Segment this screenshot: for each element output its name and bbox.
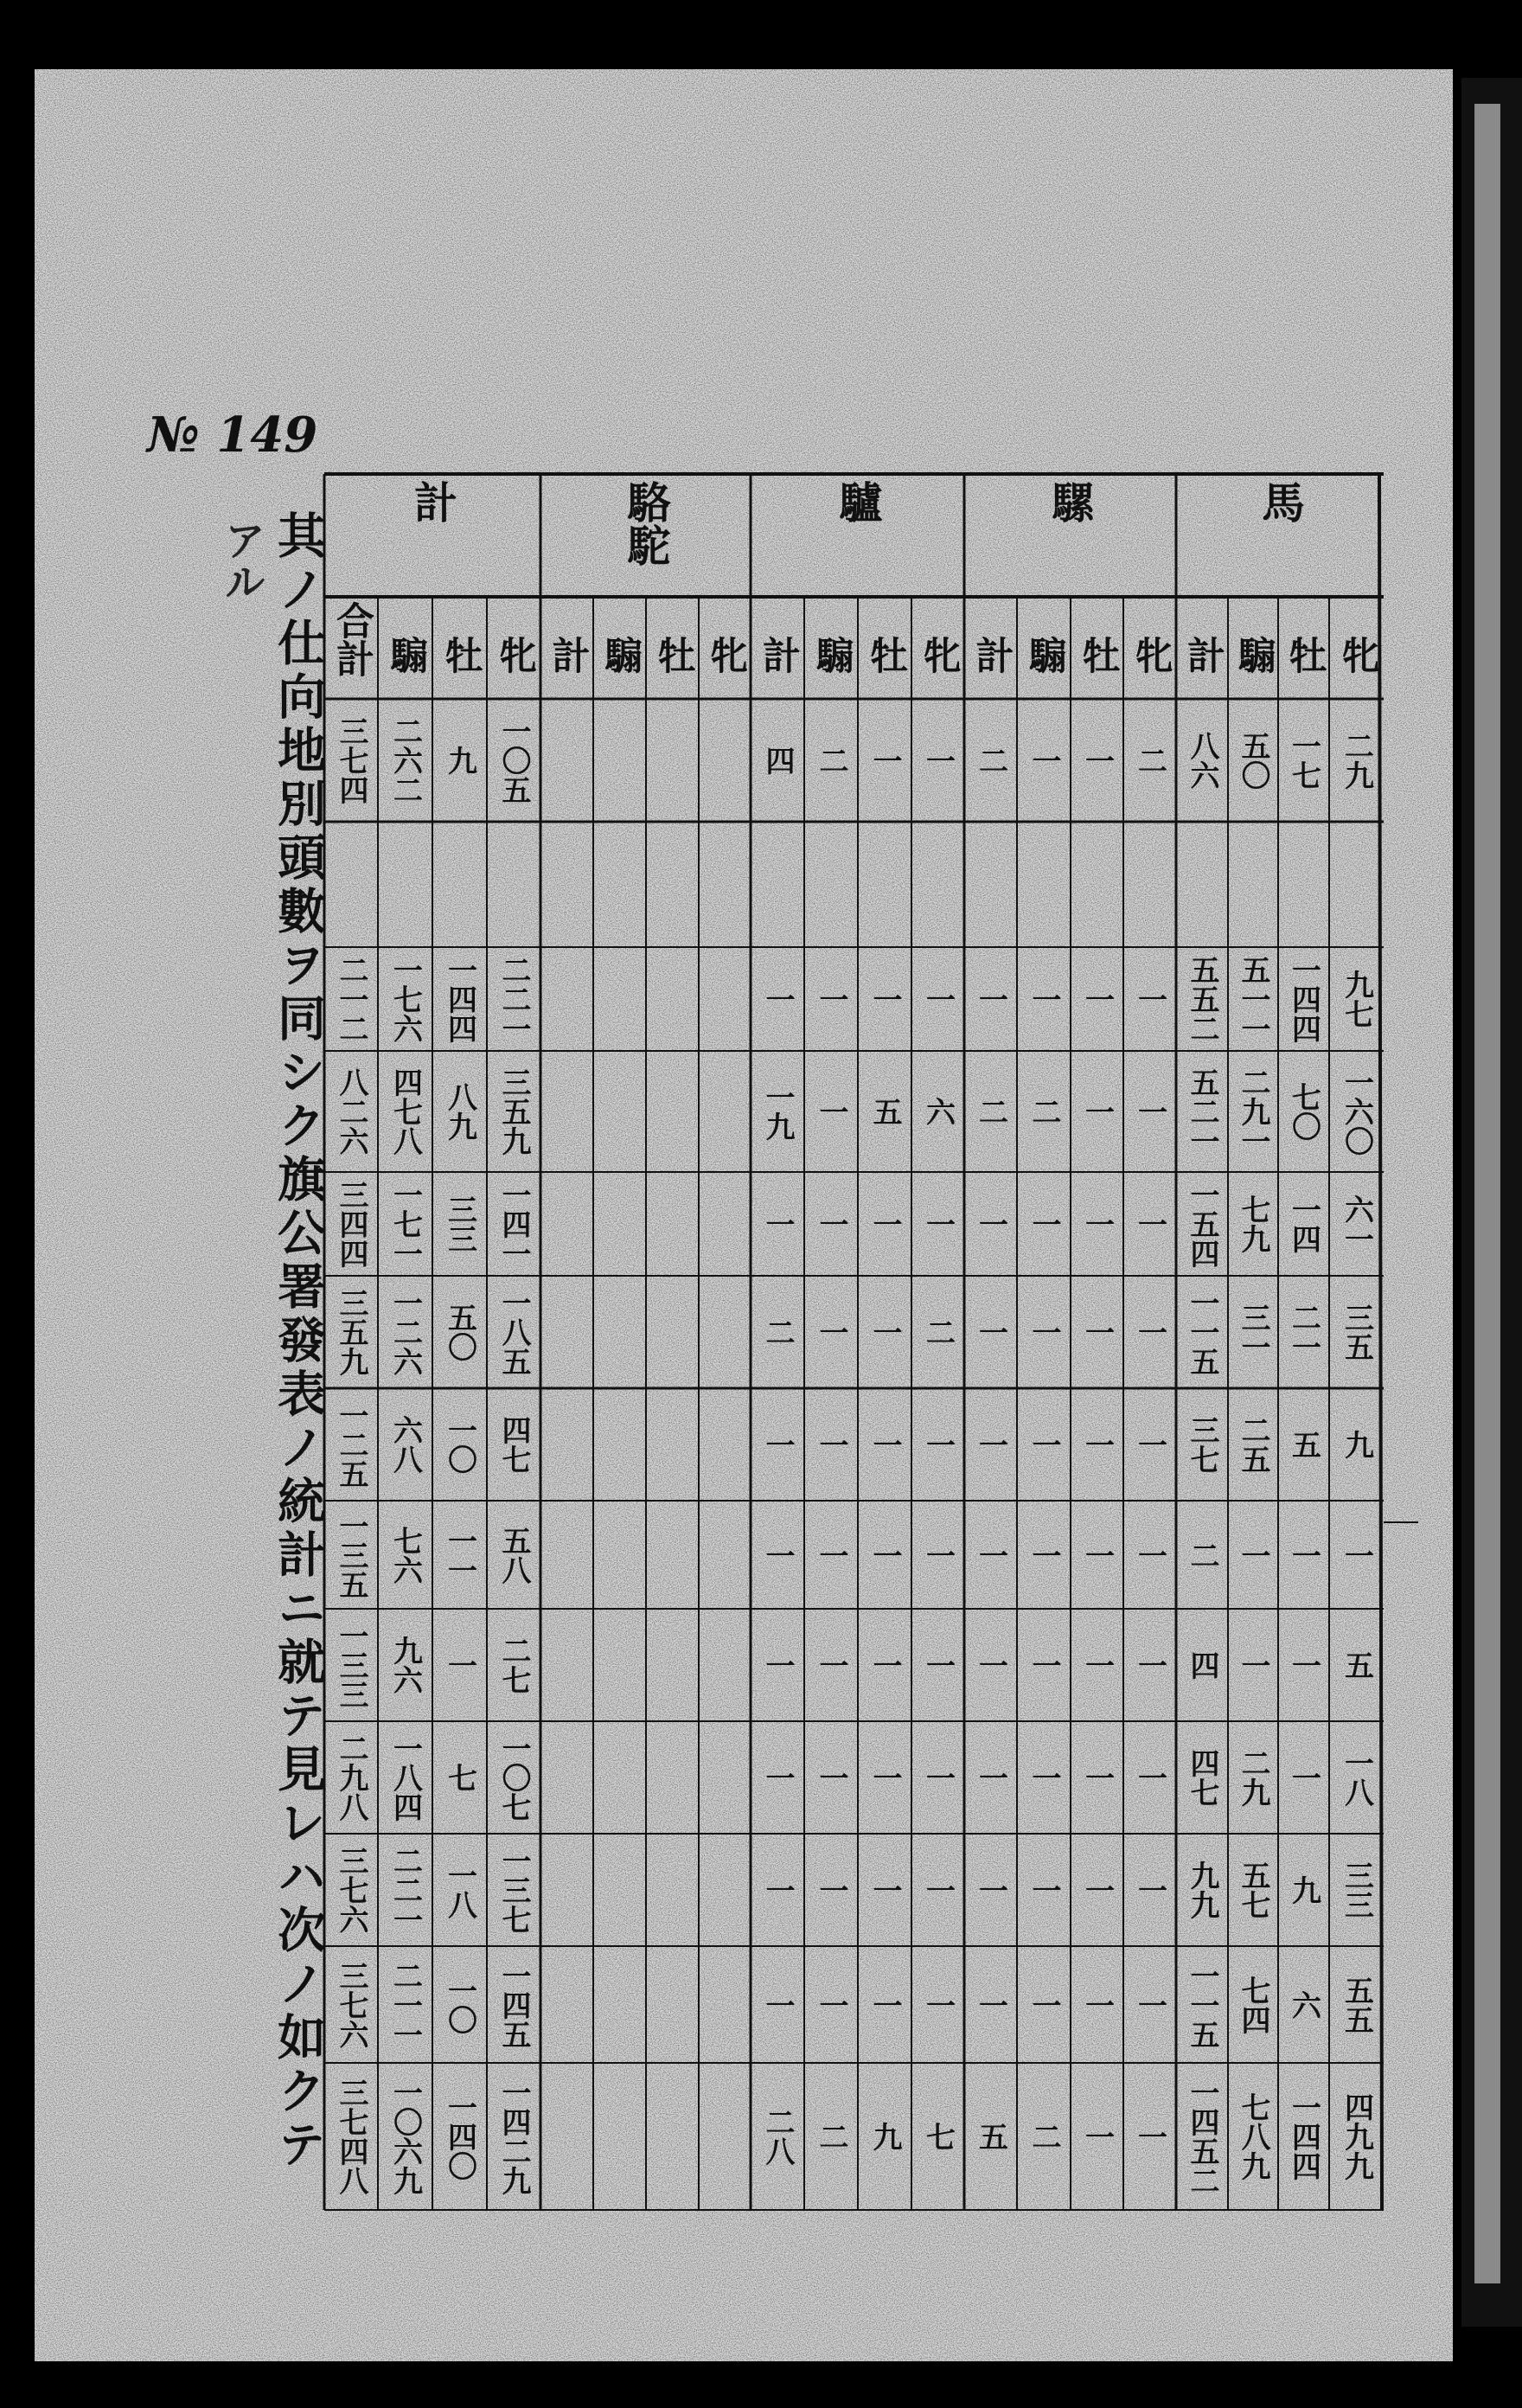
table-cell: 三四四 xyxy=(334,1180,368,1268)
table-cell: 一〇五 xyxy=(496,716,531,804)
table-cell: 七 xyxy=(442,1763,477,1792)
table-cell: 一 xyxy=(1132,984,1167,1014)
table-cell: 九七 xyxy=(1339,970,1374,1028)
table-cell: 二 xyxy=(814,746,848,775)
table-cell: 一 xyxy=(867,1430,902,1459)
table-cell: 五 xyxy=(1339,1650,1374,1680)
table-cell: 一 xyxy=(1026,1209,1061,1239)
table-cell: 一 xyxy=(920,984,956,1014)
sub-header: 騸 xyxy=(598,636,643,674)
table-cell: 一 xyxy=(1132,1097,1167,1126)
table-cell: 一 xyxy=(920,1209,956,1239)
table-cell: 一 xyxy=(1132,1650,1167,1680)
table-cell: 八六 xyxy=(1185,731,1219,790)
sub-header: 合計 xyxy=(329,601,374,677)
table-cell: 一一五 xyxy=(1185,1288,1219,1376)
table-cell: 一 xyxy=(973,1875,1008,1905)
table-cell: 一 xyxy=(920,746,956,775)
table-cell: 二 xyxy=(760,1317,795,1347)
table-cell: 一 xyxy=(1132,1763,1167,1792)
table-cell: 一 xyxy=(1026,1763,1061,1792)
table-cell: 二九 xyxy=(1339,731,1374,790)
table-cell: 一 xyxy=(867,1650,902,1680)
sub-header: 牝 xyxy=(1334,636,1379,674)
table-cell: 一四四 xyxy=(1286,955,1321,1043)
table-cell: 一 xyxy=(1132,1317,1167,1347)
table-cell: 六一 xyxy=(1339,1194,1374,1253)
table-cell: 二一一 xyxy=(387,1960,423,2049)
group-header: 駱駝 xyxy=(620,480,672,567)
table-cell: 三三 xyxy=(1339,1860,1374,1919)
table-cell: 六 xyxy=(1286,1989,1321,2020)
table-cell: 一 xyxy=(1236,1650,1270,1680)
table-cell: 一 xyxy=(1079,746,1115,775)
table-cell: 一〇 xyxy=(442,1975,477,2034)
table-cell: 五 xyxy=(1286,1430,1321,1459)
table-cell: 四七八 xyxy=(387,1067,423,1156)
table-cell: 一 xyxy=(973,1209,1008,1239)
table-cell: 一 xyxy=(814,1875,848,1905)
table-cell: 一 xyxy=(1286,1540,1321,1570)
table-cell: 七九 xyxy=(1236,1194,1270,1253)
sub-header: 牡 xyxy=(1075,636,1120,674)
table-cell: 八九 xyxy=(442,1082,477,1141)
table-cell: 一 xyxy=(867,1209,902,1239)
table-cell: 一四一 xyxy=(496,1180,531,1268)
table-cell: 一 xyxy=(1026,746,1061,775)
table-cell: 四七 xyxy=(496,1415,531,1474)
table-cell: 二一二 xyxy=(334,955,368,1043)
sub-header: 計 xyxy=(756,636,800,674)
table-cell: 一七六 xyxy=(387,955,423,1043)
table-cell: 五五 xyxy=(1339,1975,1374,2034)
table-cell: 一八 xyxy=(442,1860,477,1919)
table-cell: 一 xyxy=(760,1763,795,1792)
table-cell: 一八 xyxy=(1339,1748,1374,1807)
table-cell: 一四二九 xyxy=(496,2078,531,2195)
sub-header: 牝 xyxy=(916,636,961,674)
table-cell: 一 xyxy=(1026,1989,1061,2020)
group-header: 計 xyxy=(407,480,458,523)
table-cell: 二九八 xyxy=(334,1733,368,1822)
table-cell: 一九 xyxy=(760,1082,795,1141)
table-cell: 一三五 xyxy=(334,1510,368,1599)
table-cell: 一 xyxy=(920,1989,956,2020)
table-cell: 二五 xyxy=(1236,1415,1270,1474)
table-cell: 一 xyxy=(1026,1317,1061,1347)
table-cell: 一 xyxy=(973,984,1008,1014)
table-cell: 三七四 xyxy=(334,716,368,804)
table-cell: 一四四 xyxy=(1286,2092,1321,2181)
table-cell: 三五九 xyxy=(334,1288,368,1376)
table-cell: 一 xyxy=(1026,1650,1061,1680)
table-cell: 一 xyxy=(1079,1317,1115,1347)
table-cell: 二二一 xyxy=(496,955,531,1043)
sub-header: 牝 xyxy=(1128,636,1173,674)
table-cell: 四 xyxy=(1185,1650,1219,1680)
table-cell: 一 xyxy=(814,1317,848,1347)
table-cell: 二 xyxy=(1132,746,1167,775)
table-cell: 一三三 xyxy=(334,1621,368,1709)
table-cell: 一一 xyxy=(442,1525,477,1585)
table-cell: 一 xyxy=(1079,984,1115,1014)
table-cell: 一 xyxy=(920,1763,956,1792)
table-cell: 一 xyxy=(973,1763,1008,1792)
table-cell: 五〇 xyxy=(1236,731,1270,790)
table-cell: 九九 xyxy=(1185,1860,1219,1919)
table-cell: 一 xyxy=(920,1430,956,1459)
table-cell: 一 xyxy=(867,984,902,1014)
table-cell: 一 xyxy=(973,1430,1008,1459)
table-cell: 四九九 xyxy=(1339,2092,1374,2181)
table-cell: 一七 xyxy=(1286,731,1321,790)
table-cell: 一 xyxy=(814,1763,848,1792)
side-note: 其ノ仕向地別頭數ヲ同シク旗公署發表ノ統計ニ就テ見レハ次ノ如クテ xyxy=(270,510,327,2173)
table-cell: 三七六 xyxy=(334,1846,368,1934)
table-cell: 七八九 xyxy=(1236,2092,1270,2181)
table-cell: 一 xyxy=(760,1540,795,1570)
table-cell: 一 xyxy=(760,1989,795,2020)
sub-header: 牝 xyxy=(492,636,536,674)
table-cell: 一四四 xyxy=(442,955,477,1043)
table-cell: 一四五二 xyxy=(1185,2078,1219,2195)
table-cell: 一 xyxy=(814,1989,848,2020)
table-cell: 二六二 xyxy=(387,716,423,804)
table-cell: 一 xyxy=(1079,1650,1115,1680)
table-cell: 四 xyxy=(760,746,795,775)
table-cell: 五 xyxy=(973,2122,1008,2151)
table-cell: 三一 xyxy=(1236,1303,1270,1361)
table-cell: 一 xyxy=(760,1875,795,1905)
table-cell: 七四 xyxy=(1236,1975,1270,2034)
table-cell: 三七六 xyxy=(334,1960,368,2049)
table-cell: 一八五 xyxy=(496,1288,531,1376)
table-cell: 一 xyxy=(920,1650,956,1680)
table-cell: 一八四 xyxy=(387,1733,423,1822)
table-cell: 九 xyxy=(442,746,477,775)
table-cell: 一六〇 xyxy=(1339,1067,1374,1156)
table-cell: 一〇七 xyxy=(496,1733,531,1822)
table-cell: 一 xyxy=(973,1989,1008,2020)
table-cell: 一 xyxy=(814,1650,848,1680)
table-cell: 一 xyxy=(1026,1540,1061,1570)
table-cell: 一 xyxy=(1132,1540,1167,1570)
table-cell: 一 xyxy=(814,1097,848,1126)
table-cell: 一 xyxy=(867,1989,902,2020)
table-cell: 五〇 xyxy=(442,1303,477,1361)
table-cell: 二九一 xyxy=(1236,1067,1270,1156)
sub-header: 牝 xyxy=(703,636,747,674)
side-note-continuation: アル xyxy=(217,519,265,602)
sub-header: 計 xyxy=(545,636,590,674)
table-cell: 六八 xyxy=(387,1415,423,1474)
table-cell: 一〇六九 xyxy=(387,2078,423,2195)
table-cell: 一 xyxy=(760,1650,795,1680)
table-cell: 一 xyxy=(1132,1875,1167,1905)
table-cell: 一 xyxy=(1132,2122,1167,2151)
table-cell: 二 xyxy=(973,1097,1008,1126)
table-cell: 六 xyxy=(920,1097,956,1126)
table-cell: 四七 xyxy=(1185,1748,1219,1807)
sub-header: 計 xyxy=(1180,636,1225,674)
group-header: 騾 xyxy=(1045,480,1097,523)
table-cell: 一 xyxy=(973,1317,1008,1347)
table-cell: 一一五 xyxy=(1185,1960,1219,2049)
table-cell: 七六 xyxy=(387,1525,423,1585)
table-cell: 一二六 xyxy=(387,1288,423,1376)
table-cell: 二 xyxy=(920,1317,956,1347)
table-cell: 一 xyxy=(1079,1989,1115,2020)
table-cell: 一 xyxy=(814,984,848,1014)
table-cell: 一 xyxy=(1079,1763,1115,1792)
sub-header: 騸 xyxy=(809,636,854,674)
table-cell: 一三七 xyxy=(496,1846,531,1934)
sub-header: 騸 xyxy=(1231,636,1276,674)
table-cell: 一 xyxy=(1132,1989,1167,2020)
table-cell: 一 xyxy=(1339,1540,1374,1570)
table-cell: 一〇 xyxy=(442,1415,477,1474)
sub-header: 牡 xyxy=(863,636,907,674)
table-cell: 一五四 xyxy=(1185,1180,1219,1268)
table-cell: 九六 xyxy=(387,1636,423,1694)
table-cell: 五 xyxy=(867,1097,902,1126)
table-cell: 三五 xyxy=(1339,1303,1374,1361)
table-cell: 二二一 xyxy=(387,1846,423,1934)
table-cell: 七〇 xyxy=(1286,1082,1321,1141)
table-cell: 一 xyxy=(1132,1430,1167,1459)
table-cell: 一 xyxy=(1236,1540,1270,1570)
table-cell: 一 xyxy=(1079,1875,1115,1905)
table-cell: 二 xyxy=(1026,1097,1061,1126)
table-cell: 一 xyxy=(760,984,795,1014)
table-cell: 五八 xyxy=(496,1525,531,1585)
table-cell: 九 xyxy=(867,2122,902,2151)
table-cell: 一 xyxy=(1132,1209,1167,1239)
table-cell: 一 xyxy=(1026,1875,1061,1905)
table-cell: 五一一 xyxy=(1236,955,1270,1043)
table-cell: 一 xyxy=(760,1430,795,1459)
table-cell: 二 xyxy=(1026,2122,1061,2151)
table-cell: 三五九 xyxy=(496,1067,531,1156)
sub-header: 騸 xyxy=(1022,636,1066,674)
table-cell: 二 xyxy=(973,746,1008,775)
table-cell: 三三 xyxy=(442,1194,477,1253)
table-cell: 一 xyxy=(973,1650,1008,1680)
sub-header: 牡 xyxy=(650,636,695,674)
table-cell: 一 xyxy=(1079,2122,1115,2151)
table-cell: 一四五 xyxy=(496,1960,531,2049)
table-cell: 一 xyxy=(920,1875,956,1905)
table-cell: 二 xyxy=(1185,1540,1219,1570)
table-cell: 二七 xyxy=(496,1636,531,1694)
table-cell: 一二五 xyxy=(334,1400,368,1489)
table-cell: 二八 xyxy=(760,2107,795,2166)
table-cell: 一 xyxy=(814,1209,848,1239)
table-cell: 一 xyxy=(1286,1650,1321,1680)
table-cell: 一 xyxy=(867,1540,902,1570)
table-cell: 一 xyxy=(1079,1540,1115,1570)
table-cell: 九 xyxy=(1339,1430,1374,1459)
table-cell: 一 xyxy=(1026,984,1061,1014)
table-cell: 一 xyxy=(814,1540,848,1570)
page-number: № 149 xyxy=(147,407,318,464)
table-cell: 一 xyxy=(1079,1209,1115,1239)
group-header: 馬 xyxy=(1255,480,1306,523)
sub-header: 騸 xyxy=(383,636,428,674)
table-cell: 五五二 xyxy=(1185,955,1219,1043)
table-cell: 三七 xyxy=(1185,1415,1219,1474)
table-cell: 一 xyxy=(1079,1097,1115,1126)
table-cell: 五七 xyxy=(1236,1860,1270,1919)
sub-header: 牡 xyxy=(438,636,483,674)
table-cell: 九 xyxy=(1286,1875,1321,1905)
table-cell: 五二一 xyxy=(1185,1067,1219,1156)
sub-header: 計 xyxy=(969,636,1014,674)
sub-header: 牡 xyxy=(1282,636,1327,674)
table-cell: 一 xyxy=(920,1540,956,1570)
table-cell: 二一 xyxy=(1286,1303,1321,1361)
table-cell: 一四〇 xyxy=(442,2092,477,2181)
table-cell: 七 xyxy=(920,2122,956,2151)
table-cell: 一 xyxy=(867,746,902,775)
table-cell: 三七四八 xyxy=(334,2078,368,2195)
table-cell: 一 xyxy=(1026,1430,1061,1459)
table-cell: 一四 xyxy=(1286,1194,1321,1253)
table-cell: 八二六 xyxy=(334,1067,368,1156)
table-cell: 一 xyxy=(442,1650,477,1680)
table-cell: 一 xyxy=(1286,1763,1321,1792)
group-header: 驢 xyxy=(832,480,884,523)
table-cell: 一七一 xyxy=(387,1180,423,1268)
table-cell: 二 xyxy=(814,2122,848,2151)
table-cell: 一 xyxy=(867,1317,902,1347)
table-cell: 一 xyxy=(973,1540,1008,1570)
table-cell: 二九 xyxy=(1236,1748,1270,1807)
table-cell: 一 xyxy=(867,1875,902,1905)
table-cell: 一 xyxy=(814,1430,848,1459)
table-cell: 一 xyxy=(760,1209,795,1239)
table-cell: 一 xyxy=(1079,1430,1115,1459)
table-cell: 一 xyxy=(867,1763,902,1792)
